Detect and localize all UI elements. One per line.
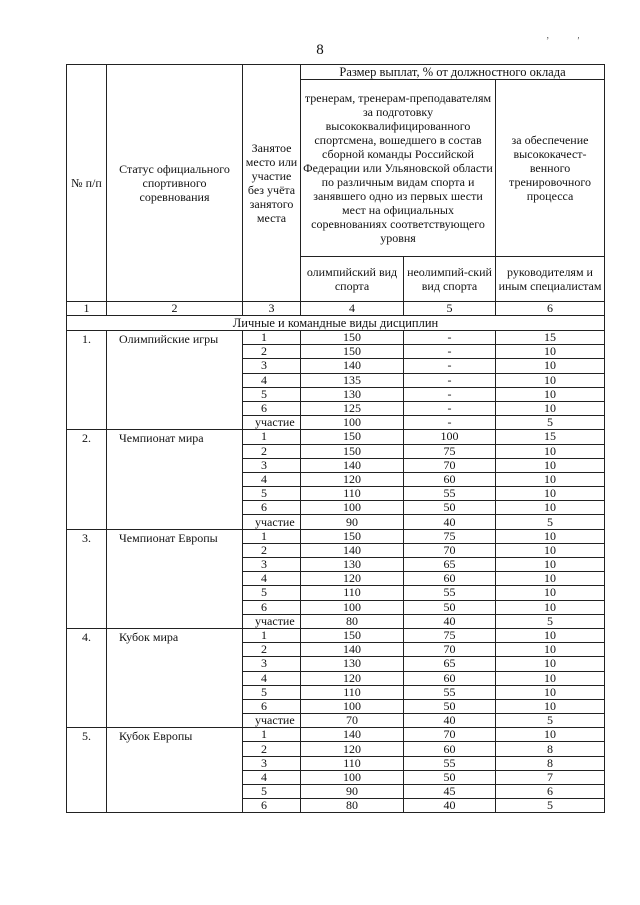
- column-number: 1: [67, 302, 107, 316]
- olympic-value: 110: [301, 756, 404, 770]
- specialists-value: 10: [496, 728, 605, 742]
- place-cell: 1: [243, 331, 301, 345]
- column-number: 3: [243, 302, 301, 316]
- non-olympic-value: 60: [404, 472, 496, 486]
- non-olympic-value: -: [404, 359, 496, 373]
- place-cell: 2: [243, 643, 301, 657]
- non-olympic-value: 65: [404, 558, 496, 572]
- olympic-value: 150: [301, 345, 404, 359]
- olympic-value: 140: [301, 728, 404, 742]
- non-olympic-value: 70: [404, 728, 496, 742]
- non-olympic-value: 50: [404, 501, 496, 515]
- table-row: [67, 331, 605, 345]
- specialists-value: 10: [496, 501, 605, 515]
- specialists-value: 6: [496, 785, 605, 799]
- olympic-value: 140: [301, 643, 404, 657]
- non-olympic-value: 100: [404, 430, 496, 444]
- olympic-value: 135: [301, 373, 404, 387]
- specialists-value: 8: [496, 742, 605, 756]
- place-cell: 1: [243, 529, 301, 543]
- place-cell: 5: [243, 586, 301, 600]
- place-cell: 2: [243, 345, 301, 359]
- specialists-value: 10: [496, 628, 605, 642]
- non-olympic-value: 55: [404, 685, 496, 699]
- place-cell: участие: [243, 714, 301, 728]
- olympic-value: 90: [301, 785, 404, 799]
- olympic-value: 100: [301, 501, 404, 515]
- specialists-value: 10: [496, 387, 605, 401]
- header-olympic: олимпийский вид спорта: [301, 257, 404, 302]
- place-cell: 2: [243, 543, 301, 557]
- olympic-value: 130: [301, 558, 404, 572]
- olympic-value: 130: [301, 387, 404, 401]
- non-olympic-value: 60: [404, 572, 496, 586]
- scan-mark: ’: [546, 36, 578, 47]
- non-olympic-value: 70: [404, 458, 496, 472]
- olympic-value: 120: [301, 671, 404, 685]
- place-cell: 5: [243, 487, 301, 501]
- olympic-value: 110: [301, 586, 404, 600]
- section-title: Личные и командные виды дисциплин: [67, 316, 605, 331]
- non-olympic-value: 70: [404, 643, 496, 657]
- place-cell: 2: [243, 742, 301, 756]
- non-olympic-value: 40: [404, 614, 496, 628]
- column-numbers-row: [67, 302, 605, 316]
- olympic-value: 150: [301, 444, 404, 458]
- header-place: Занятое место или участие без учёта занятого места: [243, 65, 301, 302]
- column-number: 2: [107, 302, 243, 316]
- specialists-value: 10: [496, 444, 605, 458]
- specialists-value: 5: [496, 614, 605, 628]
- place-cell: 4: [243, 373, 301, 387]
- specialists-value: 5: [496, 416, 605, 430]
- section-row: [67, 316, 605, 331]
- place-cell: 3: [243, 657, 301, 671]
- specialists-value: 10: [496, 487, 605, 501]
- non-olympic-value: -: [404, 387, 496, 401]
- olympic-value: 100: [301, 770, 404, 784]
- olympic-value: 120: [301, 472, 404, 486]
- olympic-value: 100: [301, 416, 404, 430]
- specialists-value: 10: [496, 543, 605, 557]
- olympic-value: 150: [301, 529, 404, 543]
- non-olympic-value: 40: [404, 714, 496, 728]
- header-num: № п/п: [67, 65, 107, 302]
- olympic-value: 100: [301, 600, 404, 614]
- specialists-value: 10: [496, 373, 605, 387]
- table-row: [67, 628, 605, 642]
- place-cell: 3: [243, 756, 301, 770]
- table-body: [67, 331, 605, 813]
- header-status: Статус официального спортивного соревнования: [107, 65, 243, 302]
- competition-name: Кубок Европы: [107, 728, 243, 813]
- table-row: [67, 430, 605, 444]
- specialists-value: 10: [496, 699, 605, 713]
- competition-name: Олимпийские игры: [107, 331, 243, 430]
- non-olympic-value: 75: [404, 628, 496, 642]
- place-cell: участие: [243, 515, 301, 529]
- specialists-value: 10: [496, 671, 605, 685]
- specialists-value: 10: [496, 643, 605, 657]
- non-olympic-value: -: [404, 401, 496, 415]
- group-index: 1.: [67, 331, 107, 430]
- specialists-value: 15: [496, 430, 605, 444]
- non-olympic-value: 70: [404, 543, 496, 557]
- place-cell: 4: [243, 671, 301, 685]
- place-cell: 1: [243, 430, 301, 444]
- olympic-value: 110: [301, 685, 404, 699]
- competition-name: Чемпионат Европы: [107, 529, 243, 628]
- specialists-value: 5: [496, 515, 605, 529]
- olympic-value: 70: [301, 714, 404, 728]
- group-index: 4.: [67, 628, 107, 727]
- olympic-value: 130: [301, 657, 404, 671]
- olympic-value: 80: [301, 799, 404, 813]
- specialists-value: 8: [496, 756, 605, 770]
- specialists-value: 10: [496, 600, 605, 614]
- specialists-value: 10: [496, 345, 605, 359]
- place-cell: участие: [243, 614, 301, 628]
- olympic-value: 80: [301, 614, 404, 628]
- non-olympic-value: -: [404, 373, 496, 387]
- place-cell: 6: [243, 600, 301, 614]
- specialists-value: 10: [496, 657, 605, 671]
- header-payments-title: Размер выплат, % от должностного оклада: [301, 65, 605, 80]
- scan-marks: [546, 36, 608, 47]
- non-olympic-value: 50: [404, 600, 496, 614]
- header-coaches: тренерам, тренерам-преподавателям за подготовку высококвалифицированного спортсмена, вошедшего в состав сборной команды Российской Федерации или Ульяновской области по различным видам спорта и занявшего одно из первых шести мест на официальных соревнованиях соответствующего уровня: [301, 80, 496, 257]
- specialists-value: 10: [496, 359, 605, 373]
- non-olympic-value: 60: [404, 671, 496, 685]
- place-cell: 6: [243, 799, 301, 813]
- specialists-value: 7: [496, 770, 605, 784]
- place-cell: 1: [243, 728, 301, 742]
- place-cell: 3: [243, 458, 301, 472]
- non-olympic-value: 55: [404, 487, 496, 501]
- specialists-value: 10: [496, 572, 605, 586]
- header-support: за обеспечение высококачест-венного тренировочного процесса: [496, 80, 605, 257]
- place-cell: 6: [243, 699, 301, 713]
- non-olympic-value: 65: [404, 657, 496, 671]
- non-olympic-value: 50: [404, 699, 496, 713]
- competition-name: Кубок мира: [107, 628, 243, 727]
- place-cell: 6: [243, 401, 301, 415]
- specialists-value: 10: [496, 472, 605, 486]
- competition-name: Чемпионат мира: [107, 430, 243, 529]
- specialists-value: 5: [496, 714, 605, 728]
- non-olympic-value: 75: [404, 444, 496, 458]
- non-olympic-value: -: [404, 416, 496, 430]
- header-managers: руководителям и иным специалистам: [496, 257, 605, 302]
- header-non-olympic: неолимпий-ский вид спорта: [404, 257, 496, 302]
- place-cell: 6: [243, 501, 301, 515]
- olympic-value: 150: [301, 331, 404, 345]
- group-index: 3.: [67, 529, 107, 628]
- page-number: 8: [316, 42, 324, 58]
- olympic-value: 150: [301, 430, 404, 444]
- specialists-value: 10: [496, 685, 605, 699]
- specialists-value: 5: [496, 799, 605, 813]
- non-olympic-value: 50: [404, 770, 496, 784]
- non-olympic-value: 60: [404, 742, 496, 756]
- place-cell: 2: [243, 444, 301, 458]
- place-cell: 4: [243, 472, 301, 486]
- place-cell: 5: [243, 685, 301, 699]
- place-cell: 5: [243, 785, 301, 799]
- place-cell: участие: [243, 416, 301, 430]
- table-row: [67, 529, 605, 543]
- column-number: 6: [496, 302, 605, 316]
- non-olympic-value: 40: [404, 799, 496, 813]
- place-cell: 3: [243, 558, 301, 572]
- non-olympic-value: 40: [404, 515, 496, 529]
- non-olympic-value: 55: [404, 586, 496, 600]
- olympic-value: 120: [301, 572, 404, 586]
- non-olympic-value: 45: [404, 785, 496, 799]
- non-olympic-value: -: [404, 331, 496, 345]
- specialists-value: 15: [496, 331, 605, 345]
- place-cell: 4: [243, 770, 301, 784]
- olympic-value: 140: [301, 359, 404, 373]
- specialists-value: 10: [496, 529, 605, 543]
- specialists-value: 10: [496, 458, 605, 472]
- specialists-value: 10: [496, 558, 605, 572]
- non-olympic-value: 55: [404, 756, 496, 770]
- column-number: 4: [301, 302, 404, 316]
- place-cell: 1: [243, 628, 301, 642]
- olympic-value: 125: [301, 401, 404, 415]
- olympic-value: 100: [301, 699, 404, 713]
- olympic-value: 140: [301, 458, 404, 472]
- place-cell: 5: [243, 387, 301, 401]
- place-cell: 4: [243, 572, 301, 586]
- column-number: 5: [404, 302, 496, 316]
- non-olympic-value: -: [404, 345, 496, 359]
- place-cell: 3: [243, 359, 301, 373]
- group-index: 5.: [67, 728, 107, 813]
- payments-table: [66, 64, 605, 813]
- specialists-value: 10: [496, 586, 605, 600]
- non-olympic-value: 75: [404, 529, 496, 543]
- olympic-value: 140: [301, 543, 404, 557]
- scan-mark: ′: [577, 36, 608, 47]
- specialists-value: 10: [496, 401, 605, 415]
- table-row: [67, 728, 605, 742]
- olympic-value: 120: [301, 742, 404, 756]
- olympic-value: 110: [301, 487, 404, 501]
- olympic-value: 150: [301, 628, 404, 642]
- olympic-value: 90: [301, 515, 404, 529]
- group-index: 2.: [67, 430, 107, 529]
